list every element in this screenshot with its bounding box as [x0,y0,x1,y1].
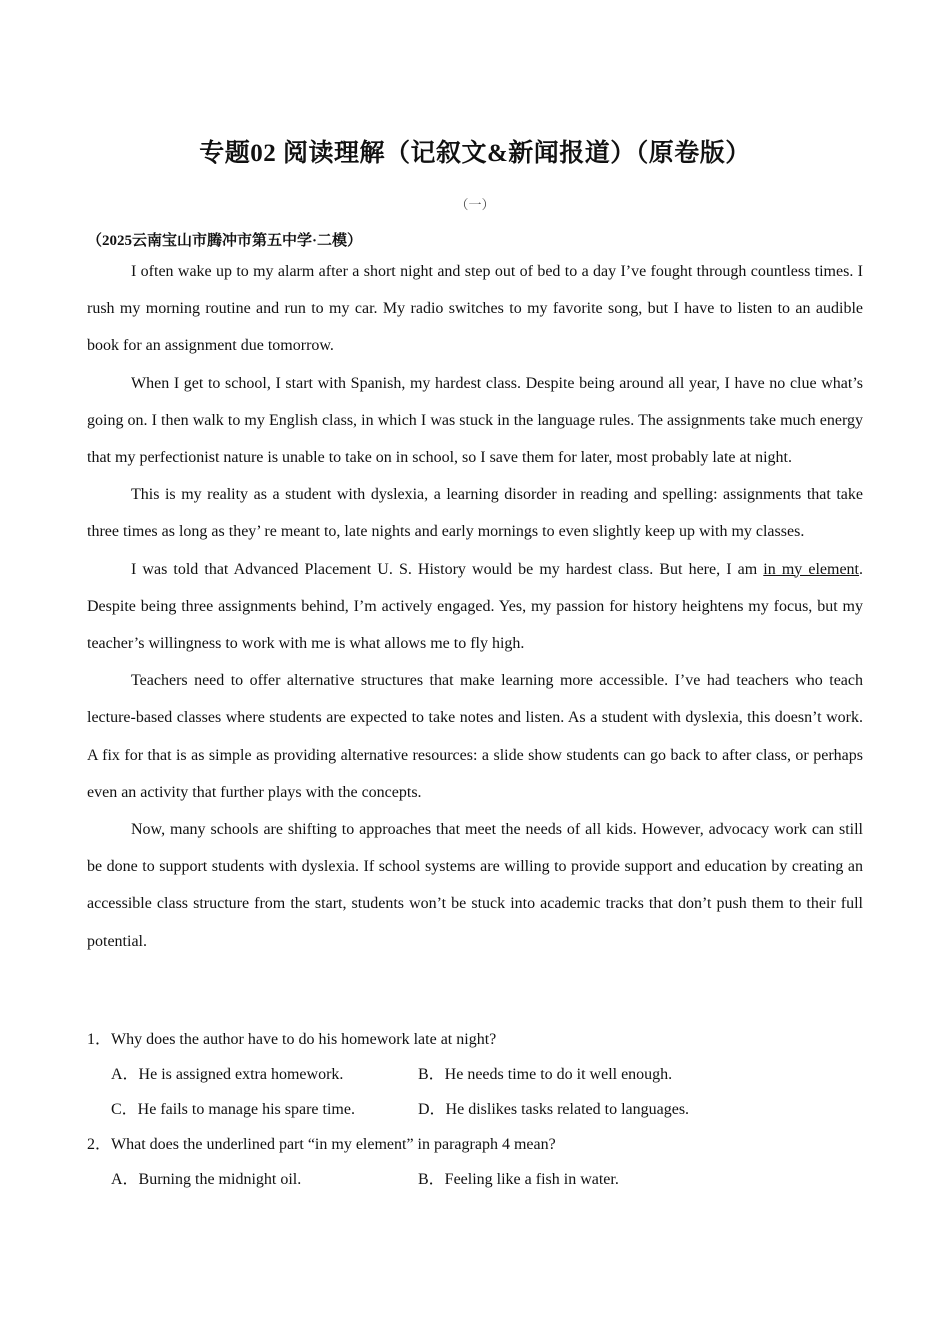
paragraph-1: I often wake up to my alarm after a short night and step out of bed to a day I’ve fought through countless times. I rush my morning routine and run to my car. My radio switches to my favorite song, but I have to listen to an audible book for an assignment due tomorrow. [87,263,863,355]
paragraph-4-text-after: . Despite being three assignments behind, I’m actively engaged. Yes, my passion for history heightens my focus, but my teacher’s willingness to work with me is what allows me to fly high. [87,560,864,653]
question-1-stem: 1．Why does the author have to do his homework late at night? [87,1031,497,1048]
paragraph-4-text-before: I was told that Advanced Placement U. S. History would be my hardest class. But here, I am [131,560,764,578]
question-1-option-d[interactable]: D．He dislikes tasks related to languages. [418,1101,690,1118]
exam-source: （2025云南宝山市腾冲市第五中学·二模） [87,233,363,249]
section-number: （一） [455,197,495,212]
paragraph-2: When I get to school, I start with Spanish, my hardest class. Despite being around all year, I have no clue what’s going on. I then walk to my English class, in which I was stuck in the language rules. The assignments take much energy that my perfectionist nature is unable to take on in school, so I save them for later, most probably late at night. [87,374,863,467]
question-2-option-a[interactable]: A．Burning the midnight oil. [111,1171,302,1188]
question-1-option-b[interactable]: B．He needs time to do it well enough. [418,1066,673,1083]
question-2-options-row-1 [87,1162,863,1197]
question-1-options-row-1 [87,1057,863,1092]
paragraph-3: This is my reality as a student with dyslexia, a learning disorder in reading and spelling: assignments that take three times as long as they’ re meant to, late nights and early mornings to even slightly keep up with my classes. [87,486,863,541]
paragraph-6: Now, many schools are shifting to approaches that meet the needs of all kids. However, advocacy work can still be done to support students with dyslexia. If school systems are willing to provide support and education by creating an accessible class structure from the start, students won’t be stuck into academic tracks that don’t push them to their full potential. [87,821,863,950]
question-1-options-row-2 [87,1092,863,1127]
paragraph-4 [87,551,863,663]
question-list [87,1022,863,1197]
underlined-phrase: in my element [763,560,860,578]
question-1-option-a[interactable]: A．He is assigned extra homework. [111,1066,344,1083]
question-1-option-c[interactable]: C．He fails to manage his spare time. [111,1101,355,1118]
question-2-stem: 2．What does the underlined part “in my element” in paragraph 4 mean? [87,1136,556,1153]
question-2-option-b[interactable]: B．Feeling like a fish in water. [418,1171,619,1188]
reading-passage [87,253,863,960]
document-title: 专题02 阅读理解（记叙文&新闻报道）（原卷版） [199,140,751,167]
paragraph-5: Teachers need to offer alternative structures that make learning more accessible. I’ve had teachers who teach lecture-based classes where students are expected to take notes and listen. As a student with dyslexia, this doesn’t work. A fix for that is as simple as providing alternative resources: a slide show students can go back to after class, or perhaps even an activity that further plays with the concepts. [87,672,863,801]
